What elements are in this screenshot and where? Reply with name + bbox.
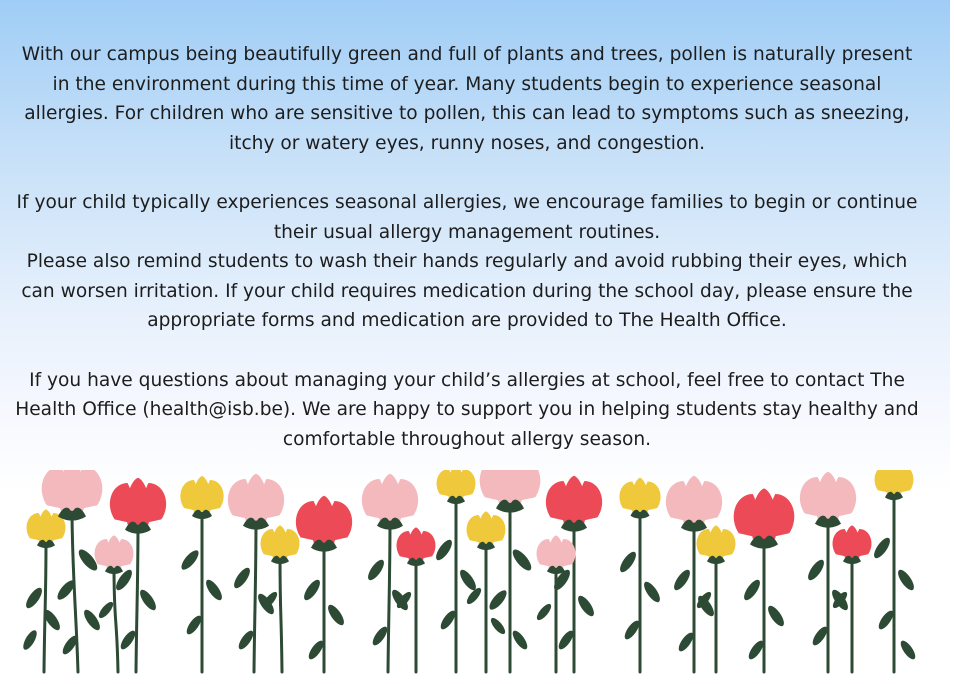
pink-tulip-icon — [480, 470, 541, 513]
leaf-icon — [203, 577, 225, 602]
flower-border-illustration — [0, 470, 954, 684]
leaf-icon — [325, 602, 347, 627]
leaf-icon — [898, 638, 918, 661]
paragraph-pollen-intro: With our campus being beautifully green and full of plants and trees, pollen is naturally present in the environment during this time of year. Many students begin to experience seasonal allergies. For children who are sensitive to pollen, this can lead to symptoms such as sneezing, itchy or watery eyes, runny noses, and congestion. — [21, 44, 913, 154]
paragraph-contact-health-office: If you have questions about managing your child’s allergies at school, feel free to contact The Health Office (health@isb.be). We are happy to support you in helping students stay healthy and comfortable throughout allergy season. — [15, 369, 919, 450]
leaf-icon — [765, 603, 787, 628]
leaf-icon — [487, 588, 510, 613]
stem-icon — [280, 556, 282, 672]
stem-icon — [136, 522, 138, 672]
leaf-icon — [805, 557, 827, 582]
leaf-icon — [489, 616, 508, 636]
leaf-icon — [671, 567, 693, 592]
notice-text — [12, 40, 922, 454]
leaf-icon — [741, 577, 763, 602]
paragraph-handwashing-medication: Please also remind students to wash their hands regularly and avoid rubbing their eyes, which can worsen irritation. If your child requires medication during the school day, please ensure the appropriate forms and medication are provided to The Health Office. — [21, 251, 913, 332]
leaf-icon — [81, 607, 103, 632]
leaf-icon — [97, 600, 116, 620]
paragraph-spacer — [12, 158, 922, 188]
leaf-icon — [137, 587, 159, 612]
stem-icon — [254, 518, 256, 672]
leaf-icon — [510, 547, 535, 574]
leaf-icon — [510, 628, 530, 651]
leaf-icon — [433, 537, 455, 562]
stem-icon — [388, 518, 390, 672]
leaf-icon — [179, 548, 202, 573]
leaf-icon — [301, 577, 323, 602]
leaf-icon — [871, 535, 893, 560]
leaf-icon — [23, 585, 45, 610]
leaf-icon — [21, 628, 40, 651]
leaf-icon — [457, 567, 479, 592]
leaf-icon — [617, 549, 639, 574]
stem-icon — [114, 566, 118, 672]
paragraph-management-routines: If your child typically experiences seasonal allergies, we encourage families to begin or continue their usual allergy management routines. — [16, 191, 918, 243]
leaf-icon — [535, 602, 554, 622]
paragraph-spacer — [12, 336, 922, 366]
stem-icon — [44, 540, 46, 672]
leaf-icon — [575, 593, 597, 618]
leaf-icon — [231, 565, 253, 590]
leaf-icon — [641, 579, 663, 604]
leaf-icon — [365, 557, 387, 582]
leaf-icon — [895, 567, 917, 592]
